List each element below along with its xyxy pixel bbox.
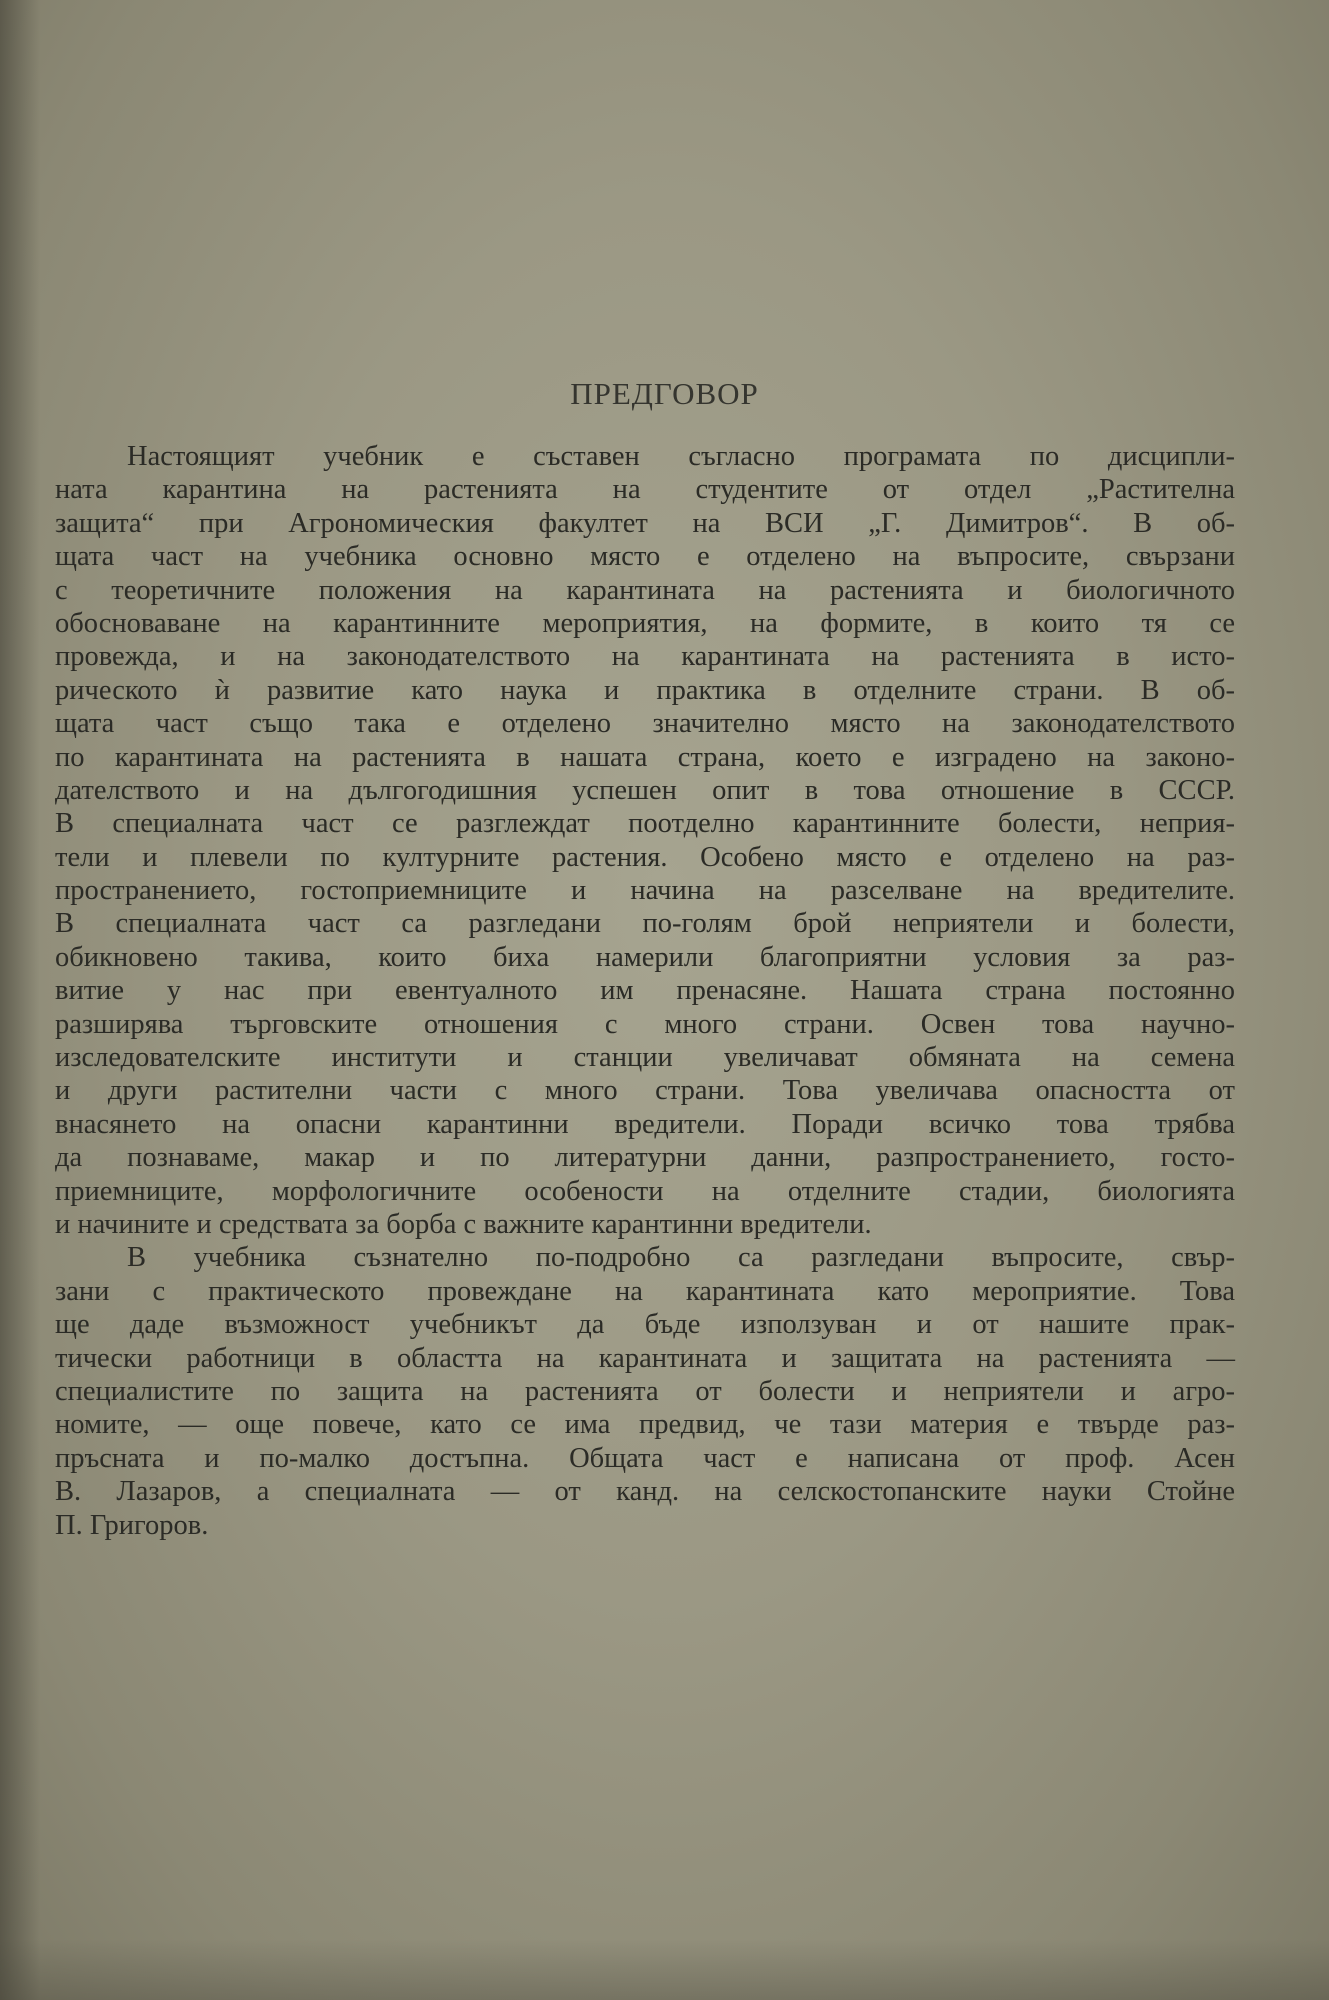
text-line: обикновено такива, които биха намерили благоприятни условия за раз- [55,941,1235,973]
text-line: приемниците, морфологичните особености на отделните стадии, биологията [55,1175,1235,1207]
text-line: внасянето на опасни карантинни вредители. Поради всичко това трябва [55,1108,1235,1140]
text-line: ната карантина на растенията на студентите от отдел „Растителна [55,474,1235,506]
text-line: и начините и средствата за борба с важните карантинни вредители. [55,1208,872,1240]
text-line: рическото ѝ развитие като наука и практика в отделните страни. В об- [55,674,1235,706]
text-line: В. Лазаров, а специалната — от канд. на селскостопанските науки Стойне [55,1476,1235,1508]
text-line: ще даде възможност учебникът да бъде използуван и от нашите прак- [55,1309,1235,1341]
text-line: провежда, и на законодателството на карантината на растенията в исто- [55,641,1235,673]
text-line: щата част на учебника основно място е отделено на въпросите, свързани [55,541,1235,573]
text-line: тели и плевели по културните растения. Особено място е отделено на раз- [55,841,1235,873]
text-line: В специалната част се разглеждат поотделно карантинните болести, неприя- [55,808,1235,840]
text-line: по карантината на растенията в нашата страна, което е изградено на законо- [55,741,1235,773]
page-title: ПРЕДГОВОР [570,376,759,411]
text-line: разширява търговските отношения с много страни. Освен това научно- [55,1008,1235,1040]
text-line: зани с практическото провеждане на карантината като мероприятие. Това [55,1275,1235,1307]
text-line: обосноваване на карантинните мероприятия, на формите, в които тя се [55,607,1235,639]
text-line: витие у нас при евентуалното им пренасяне. Нашата страна постоянно [55,975,1235,1007]
text-line: специалистите по защита на растенията от болести и неприятели и агро- [55,1375,1235,1407]
text-line: пространението, гостоприемниците и начина на разселване на вредителите. [55,875,1235,907]
text-line: да познаваме, макар и по литературни данни, разпространението, госто- [55,1142,1235,1174]
text-line: изследователските институти и станции увеличават обмяната на семена [55,1042,1235,1074]
text-line: В специалната част са разгледани по-голям брой неприятели и болести, [55,908,1235,940]
text-line: В учебника съзнателно по-подробно са разгледани въпросите, свър- [127,1242,1235,1274]
page-edge-shadow [0,0,40,2000]
text-line: Настоящият учебник е съставен съгласно програмата по дисципли- [127,441,1235,472]
page-bottom-shadow [0,1940,1329,2000]
text-line: П. Григоров. [55,1509,209,1541]
text-line: тически работници в областта на карантината и защитата на растенията — [55,1342,1235,1374]
text-line: пръсната и по-малко достъпна. Общата част е написана от проф. Асен [55,1442,1235,1474]
text-line: номите, — още повече, като се има предвид, че тази материя е твърде раз- [55,1409,1235,1441]
text-line: дателството и на дългогодишния успешен опит в това отношение в СССР. [55,774,1235,806]
text-line: с теоретичните положения на карантината на растенията и биологичното [55,574,1235,606]
preface-text [55,440,1235,1542]
text-line: щата част също така е отделено значително място на законодателството [55,708,1235,740]
text-line: и други растителни части с много страни. Това увеличава опасността от [55,1075,1235,1107]
text-line: защита“ при Агрономическия факултет на ВСИ „Г. Димитров“. В об- [55,507,1235,539]
